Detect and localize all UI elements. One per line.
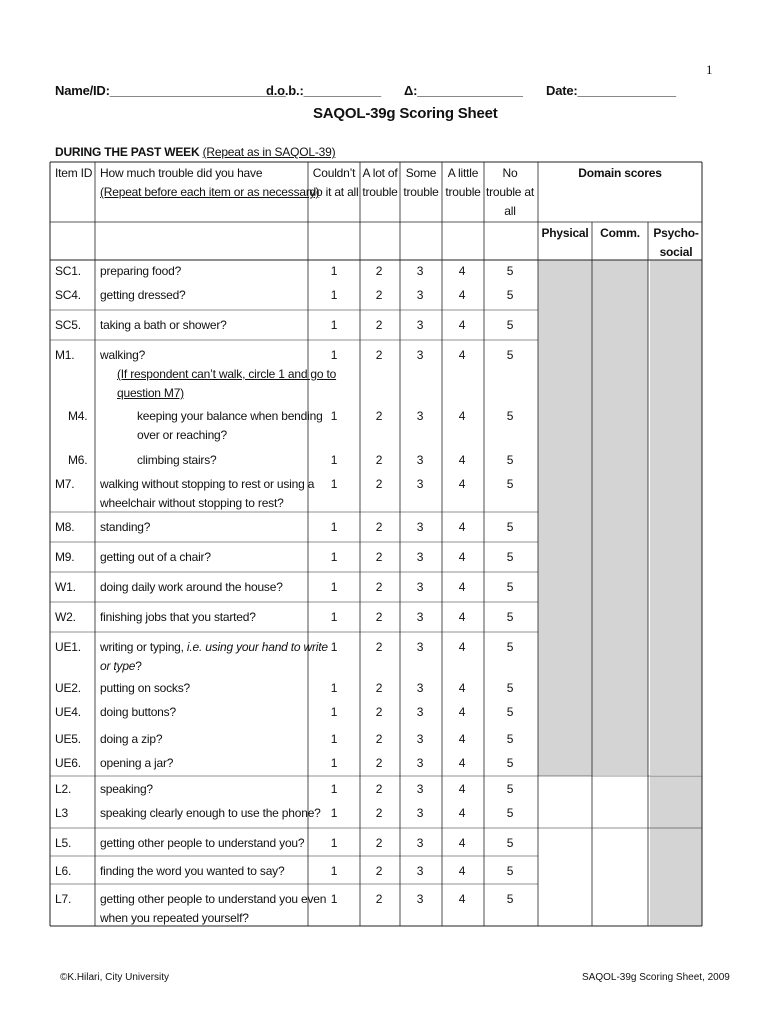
m1-note-line1: (If respondent can’t walk, circle 1 and go to	[117, 367, 337, 381]
score-option[interactable]: 3	[416, 681, 424, 695]
during-heading-bold: DURING THE PAST WEEK	[55, 145, 200, 159]
score-option[interactable]: 5	[506, 756, 514, 770]
score-option[interactable]: 3	[416, 453, 424, 467]
date-field[interactable]: Date:______________	[546, 83, 676, 98]
score-option[interactable]: 1	[330, 836, 338, 850]
score-option[interactable]: 2	[375, 640, 383, 654]
item-question: doing daily work around the house?	[100, 580, 283, 594]
score-option[interactable]: 5	[506, 477, 514, 491]
item-question: speaking?	[100, 782, 153, 796]
score-option[interactable]: 4	[458, 610, 466, 624]
score-option[interactable]: 2	[375, 782, 383, 796]
score-option[interactable]: 5	[506, 453, 514, 467]
score-option[interactable]: 4	[458, 318, 466, 332]
score-option[interactable]: 4	[458, 705, 466, 719]
score-option[interactable]: 5	[506, 580, 514, 594]
score-option[interactable]: 5	[506, 836, 514, 850]
score-option[interactable]: 1	[330, 348, 338, 362]
item-question: getting other people to understand you?	[100, 836, 305, 850]
item-question: opening a jar?	[100, 756, 174, 770]
shaded-score-box	[650, 260, 702, 775]
score-option[interactable]: 3	[416, 288, 424, 302]
score-option[interactable]: 1	[330, 732, 338, 746]
item-id: L7.	[55, 892, 72, 906]
score-option[interactable]: 5	[506, 409, 514, 423]
item-question: doing buttons?	[100, 705, 176, 719]
domain-scores-header: Domain scores	[578, 166, 662, 180]
item-id: M6.	[68, 453, 88, 467]
item-id: SC5.	[55, 318, 81, 332]
score-option[interactable]: 5	[506, 550, 514, 564]
score-option[interactable]: 2	[375, 806, 383, 820]
item-id: SC4.	[55, 288, 81, 302]
item-question: getting dressed?	[100, 288, 186, 302]
score-option[interactable]: 3	[416, 806, 424, 820]
score-option[interactable]: 5	[506, 782, 514, 796]
score-option[interactable]: 3	[416, 756, 424, 770]
score-option[interactable]: 4	[458, 550, 466, 564]
item-id: L5.	[55, 836, 72, 850]
item-question: getting out of a chair?	[100, 550, 211, 564]
score-option[interactable]: 1	[330, 520, 338, 534]
score-option[interactable]: 1	[330, 409, 338, 423]
item-id: M4.	[68, 409, 88, 423]
score-option[interactable]: 3	[416, 892, 424, 906]
score-option[interactable]: 1	[330, 681, 338, 695]
score-option[interactable]: 4	[458, 477, 466, 491]
score-option[interactable]: 4	[458, 580, 466, 594]
item-id: W1.	[55, 580, 76, 594]
item-id: UE2.	[55, 681, 81, 695]
score-option[interactable]: 3	[416, 520, 424, 534]
item-question: taking a bath or shower?	[100, 318, 227, 332]
score-option[interactable]: 3	[416, 580, 424, 594]
item-question: putting on socks?	[100, 681, 190, 695]
physical-header: Physical	[541, 226, 589, 240]
score-option[interactable]: 4	[458, 409, 466, 423]
score-option[interactable]: 2	[375, 864, 383, 878]
a-little-trouble-header: A little trouble	[445, 166, 481, 199]
score-option[interactable]: 2	[375, 477, 383, 491]
score-option[interactable]: 4	[458, 806, 466, 820]
score-option[interactable]: 3	[416, 732, 424, 746]
item-id: M1.	[55, 348, 75, 362]
item-id: M7.	[55, 477, 75, 491]
score-option[interactable]: 2	[375, 318, 383, 332]
score-option[interactable]: 5	[506, 732, 514, 746]
score-option[interactable]: 1	[330, 477, 338, 491]
score-option[interactable]: 1	[330, 756, 338, 770]
name-id-field[interactable]: Name/ID:_________________________	[55, 83, 286, 98]
score-option[interactable]: 3	[416, 864, 424, 878]
score-option[interactable]: 3	[416, 705, 424, 719]
score-option[interactable]: 1	[330, 705, 338, 719]
a-lot-of-trouble-header: A lot of trouble	[362, 166, 398, 199]
score-option[interactable]: 2	[375, 836, 383, 850]
score-option[interactable]: 2	[375, 892, 383, 906]
score-option[interactable]: 1	[330, 806, 338, 820]
score-option[interactable]: 4	[458, 681, 466, 695]
some-trouble-header: Some trouble	[403, 166, 439, 199]
score-option[interactable]: 5	[506, 348, 514, 362]
item-id: UE6.	[55, 756, 81, 770]
question-header-line2: (Repeat before each item or as necessary)	[100, 185, 320, 199]
score-option[interactable]: 2	[375, 756, 383, 770]
item-question: keeping your balance when bending	[137, 409, 323, 423]
score-option[interactable]: 2	[375, 288, 383, 302]
score-option[interactable]: 2	[375, 453, 383, 467]
score-option[interactable]: 4	[458, 732, 466, 746]
dob-field[interactable]: d.o.b.:___________	[266, 83, 381, 98]
page-number: 1	[706, 62, 713, 77]
blank-score-box	[538, 776, 592, 926]
footer-copyright: ©K.Hilari, City University	[60, 972, 170, 983]
item-id: M8.	[55, 520, 75, 534]
score-option[interactable]: 2	[375, 348, 383, 362]
score-option[interactable]: 4	[458, 520, 466, 534]
item-id-header: Item ID	[55, 166, 93, 180]
item-question: standing?	[100, 520, 151, 534]
question-header-line1: How much trouble did you have	[100, 166, 263, 180]
score-option[interactable]: 5	[506, 892, 514, 906]
item-question: speaking clearly enough to use the phone?	[100, 806, 321, 820]
item-id: UE4.	[55, 705, 81, 719]
footer-title: SAQOL-39g Scoring Sheet, 2009	[582, 972, 730, 983]
item-question-cont: when you repeated yourself?	[100, 911, 249, 925]
score-option[interactable]: 2	[375, 610, 383, 624]
score-option[interactable]: 1	[330, 288, 338, 302]
score-option[interactable]: 3	[416, 836, 424, 850]
score-option[interactable]: 3	[416, 782, 424, 796]
item-question: getting other people to understand you even	[100, 892, 327, 906]
score-option[interactable]: 3	[416, 318, 424, 332]
score-option[interactable]: 4	[458, 348, 466, 362]
score-option[interactable]: 1	[330, 782, 338, 796]
score-option[interactable]: 3	[416, 409, 424, 423]
item-question: doing a zip?	[100, 732, 163, 746]
score-option[interactable]: 2	[375, 520, 383, 534]
score-option[interactable]: 5	[506, 806, 514, 820]
score-option[interactable]: 5	[506, 640, 514, 654]
score-option[interactable]: 4	[458, 892, 466, 906]
score-option[interactable]: 1	[330, 610, 338, 624]
shaded-score-box	[650, 776, 702, 926]
item-id: L2.	[55, 782, 72, 796]
score-option[interactable]: 3	[416, 640, 424, 654]
score-option[interactable]: 5	[506, 864, 514, 878]
score-option[interactable]: 5	[506, 610, 514, 624]
score-option[interactable]: 4	[458, 288, 466, 302]
score-option[interactable]: 5	[506, 288, 514, 302]
score-option[interactable]: 1	[330, 640, 338, 654]
score-option[interactable]: 1	[330, 550, 338, 564]
score-option[interactable]: 4	[458, 756, 466, 770]
score-option[interactable]: 2	[375, 550, 383, 564]
score-option[interactable]: 2	[375, 732, 383, 746]
item-id: SC1.	[55, 264, 81, 278]
no-trouble-header: No trouble at all	[485, 166, 535, 218]
score-option[interactable]: 1	[330, 264, 338, 278]
score-option[interactable]: 3	[416, 477, 424, 491]
item-id: L3	[55, 806, 68, 820]
score-option[interactable]: 3	[416, 264, 424, 278]
item-question: preparing food?	[100, 264, 182, 278]
m1-note-line2: question M7)	[117, 386, 184, 400]
score-option[interactable]: 4	[458, 264, 466, 278]
score-option[interactable]: 2	[375, 705, 383, 719]
score-option[interactable]: 4	[458, 864, 466, 878]
shaded-score-box	[592, 260, 648, 775]
score-option[interactable]: 1	[330, 864, 338, 878]
item-question: finishing jobs that you started?	[100, 610, 256, 624]
item-id: L6.	[55, 864, 72, 878]
score-option[interactable]: 5	[506, 264, 514, 278]
item-question: climbing stairs?	[137, 453, 217, 467]
page-title: SAQOL-39g Scoring Sheet	[313, 105, 498, 122]
score-option[interactable]: 4	[458, 836, 466, 850]
comm-header: Comm.	[600, 226, 640, 240]
during-heading-note: (Repeat as in SAQOL-39)	[202, 145, 336, 159]
item-id: W2.	[55, 610, 76, 624]
score-option[interactable]: 5	[506, 705, 514, 719]
score-option[interactable]: 5	[506, 681, 514, 695]
item-id: UE1.	[55, 640, 81, 654]
item-question: walking without stopping to rest or using a	[100, 477, 315, 491]
score-option[interactable]: 3	[416, 550, 424, 564]
score-option[interactable]: 1	[330, 892, 338, 906]
item-question: walking?	[100, 348, 146, 362]
score-option[interactable]: 3	[416, 348, 424, 362]
score-option[interactable]: 2	[375, 681, 383, 695]
item-id: M9.	[55, 550, 75, 564]
score-option[interactable]: 1	[330, 453, 338, 467]
score-option[interactable]: 4	[458, 453, 466, 467]
item-question: writing or typing, i.e. using your hand to write	[100, 640, 328, 654]
item-id: UE5.	[55, 732, 81, 746]
item-question: finding the word you wanted to say?	[100, 864, 285, 878]
psychosocial-header: Psycho-social	[653, 226, 699, 259]
score-option[interactable]: 5	[506, 318, 514, 332]
score-option[interactable]: 2	[375, 264, 383, 278]
item-question-cont: wheelchair without stopping to rest?	[100, 496, 284, 510]
score-option[interactable]: 5	[506, 520, 514, 534]
score-option[interactable]: 4	[458, 782, 466, 796]
item-question-cont: over or reaching?	[137, 428, 227, 442]
score-option[interactable]: 2	[375, 409, 383, 423]
delta-field[interactable]: Δ:_______________	[404, 83, 523, 98]
score-option[interactable]: 1	[330, 318, 338, 332]
item-question-cont: or type?	[100, 659, 142, 673]
score-option[interactable]: 3	[416, 610, 424, 624]
score-option[interactable]: 4	[458, 640, 466, 654]
couldnt-do-header: Couldn’t do it at all	[309, 166, 359, 199]
score-option[interactable]: 2	[375, 580, 383, 594]
score-option[interactable]: 1	[330, 580, 338, 594]
